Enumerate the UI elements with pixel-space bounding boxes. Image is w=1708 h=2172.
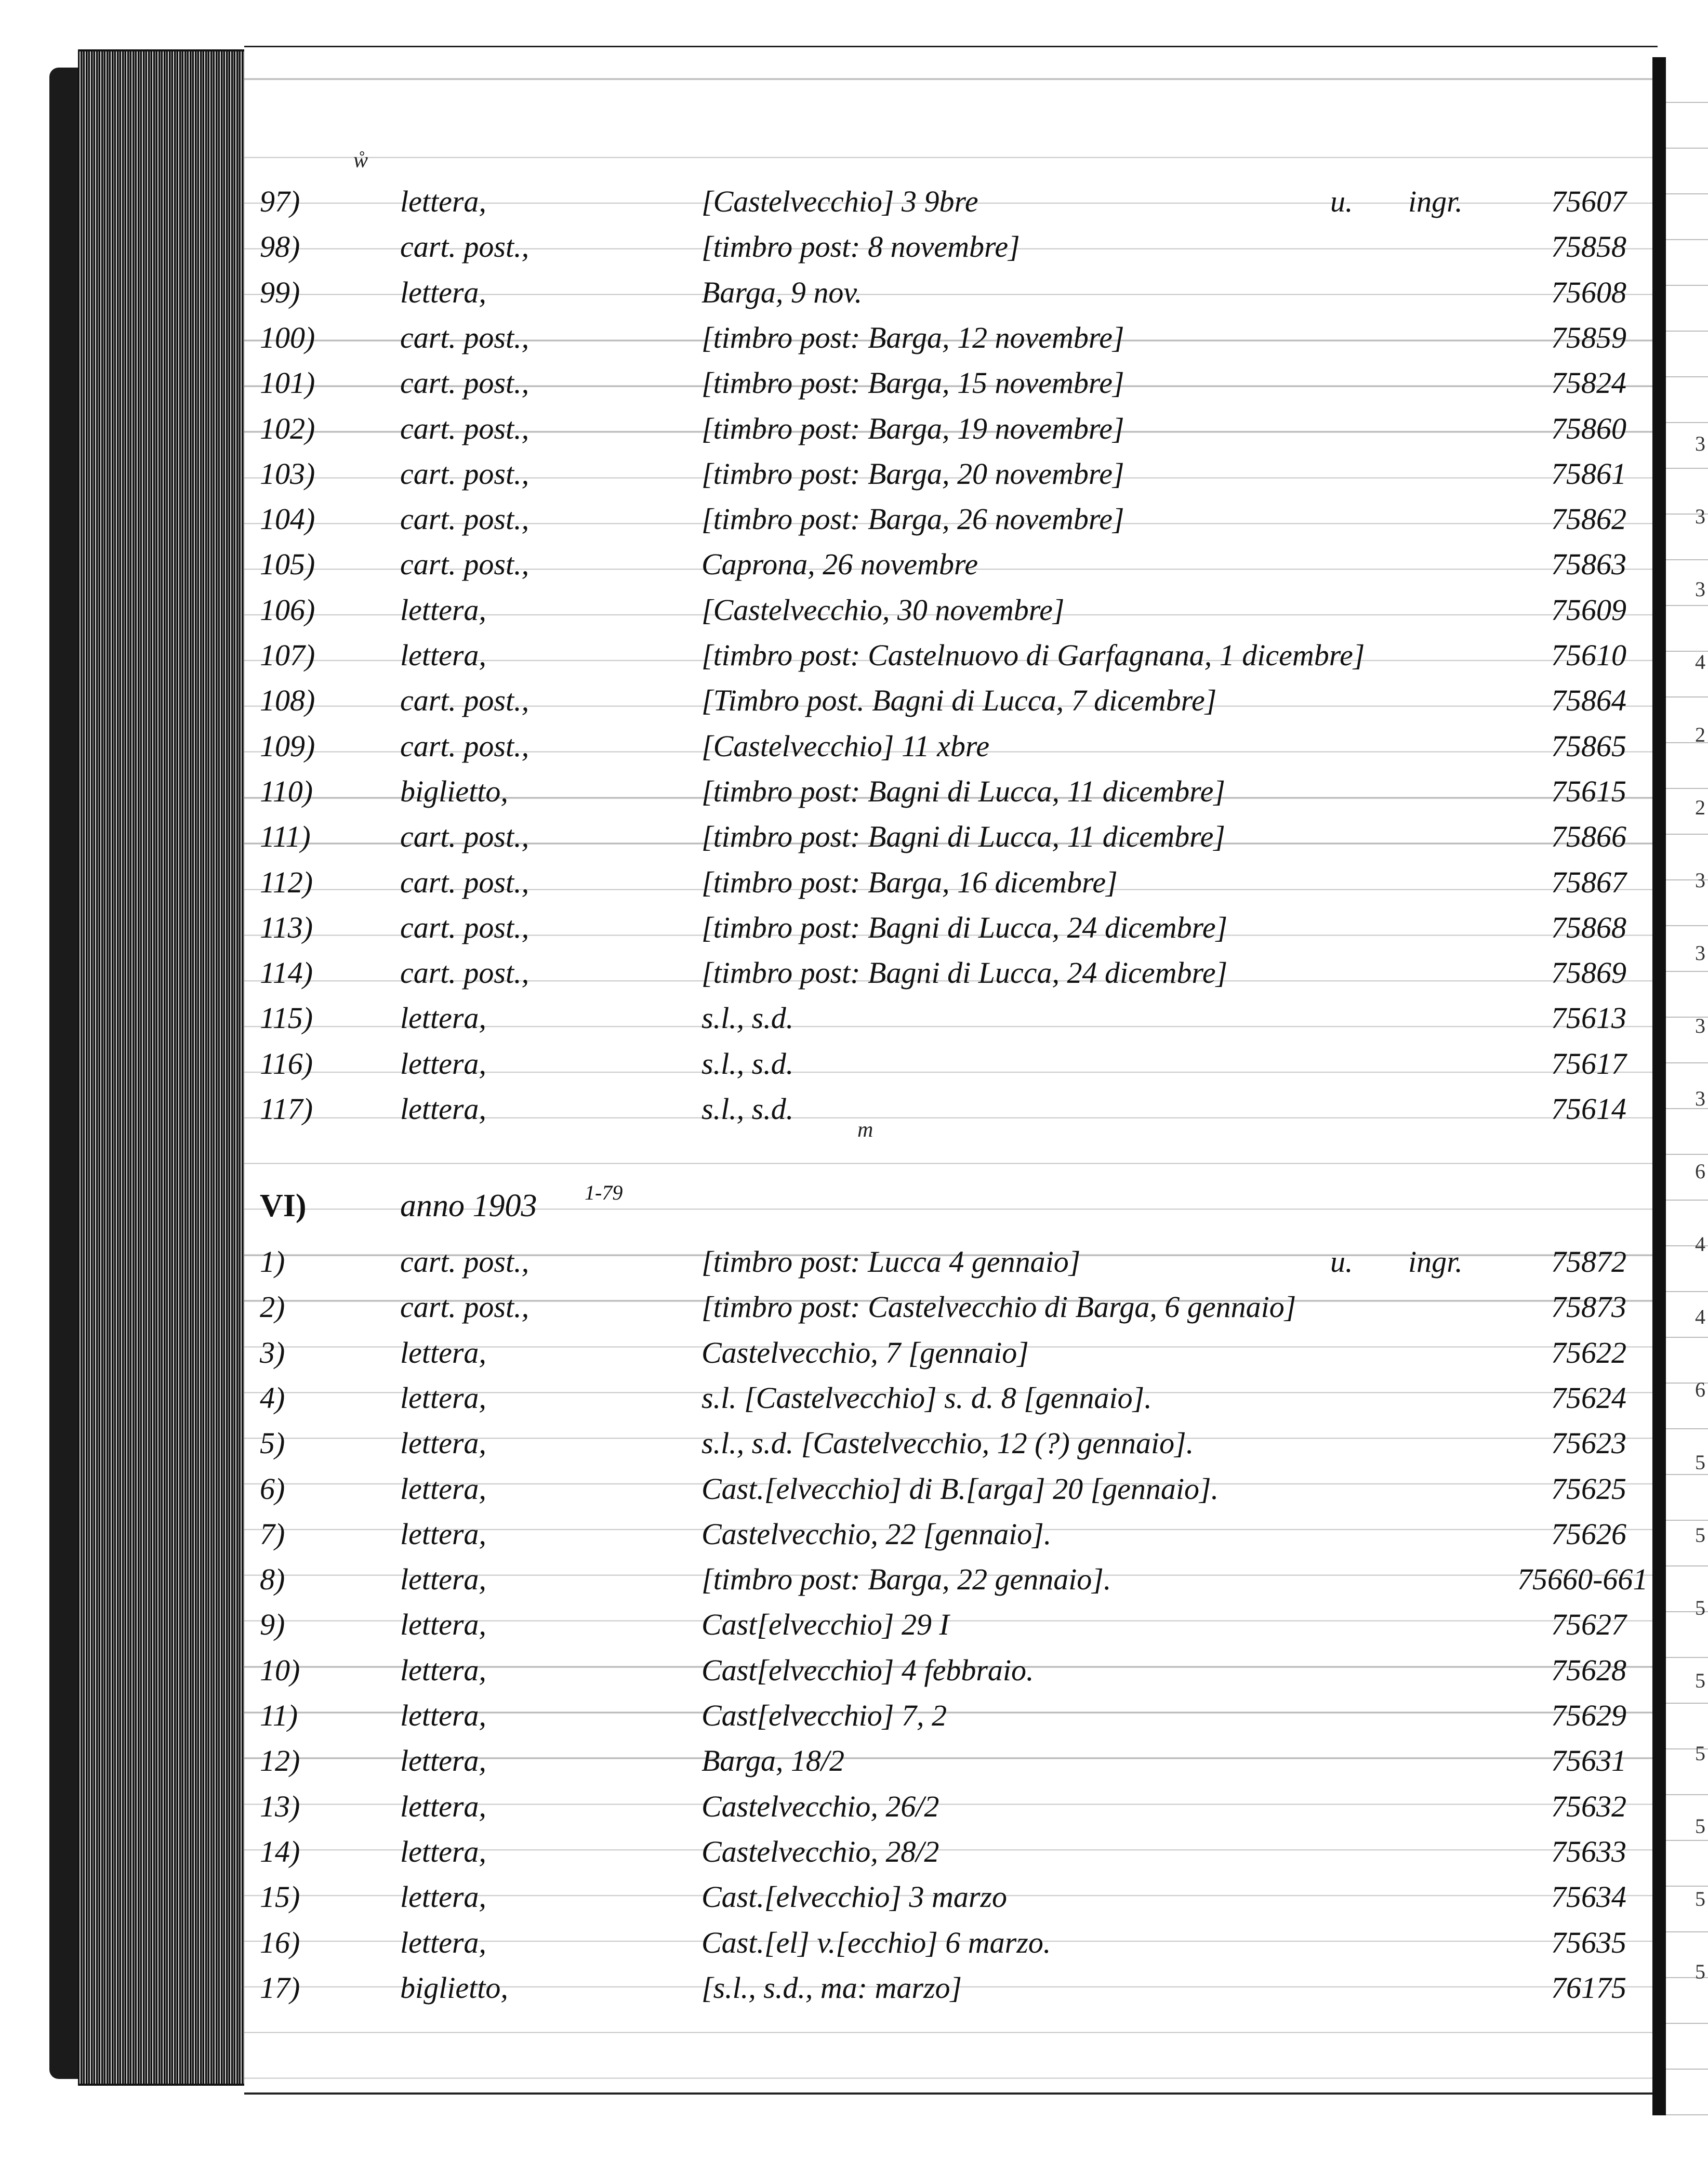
entry-number: 116)	[260, 1046, 313, 1081]
list-item	[249, 633, 1626, 678]
document-description: [timbro post: Barga, 22 gennaio].	[701, 1562, 1111, 1597]
entry-number: 2)	[260, 1290, 285, 1324]
document-description: [timbro post: Barga, 20 novembre]	[701, 456, 1124, 491]
inventory-number: 75858	[1551, 230, 1626, 264]
list-item	[249, 1376, 1626, 1420]
document-description: [timbro post: Lucca 4 gennaio]	[701, 1245, 1081, 1279]
inventory-number: 75623	[1551, 1426, 1626, 1460]
inventory-number: 75607	[1551, 185, 1626, 218]
document-description: [timbro post: Barga, 26 novembre]	[701, 502, 1124, 536]
list-item	[249, 1875, 1626, 1919]
document-description: Castelvecchio, 26/2	[701, 1789, 939, 1823]
unit-mark: u.	[1330, 185, 1353, 218]
margin-digit: 5	[1695, 1669, 1705, 1692]
document-description: [timbro post: Barga, 16 dicembre]	[701, 865, 1118, 899]
list-item	[249, 1739, 1626, 1783]
list-item	[249, 588, 1626, 633]
document-type: lettera,	[400, 275, 486, 309]
entry-number: 108)	[260, 683, 315, 718]
margin-digit: 3	[1695, 577, 1705, 601]
document-type: cart. post.,	[400, 820, 529, 854]
list-item	[249, 542, 1626, 587]
inventory-number: 75610	[1551, 638, 1626, 672]
inventory-number: 75873	[1551, 1290, 1626, 1324]
list-item	[249, 814, 1626, 859]
document-description: [timbro post: Castelvecchio di Barga, 6 gennaio]	[701, 1290, 1296, 1324]
document-type: lettera,	[400, 1653, 486, 1687]
margin-digit: 4	[1695, 1232, 1705, 1256]
section-heading	[260, 1180, 883, 1232]
list-item	[249, 1648, 1626, 1693]
document-description: [Castelvecchio, 30 novembre]	[701, 593, 1065, 627]
inventory-number: 75866	[1551, 820, 1626, 854]
margin-digit: 6	[1695, 1378, 1705, 1401]
list-item	[249, 678, 1626, 723]
entry-number: 107)	[260, 638, 315, 672]
list-item	[249, 1693, 1626, 1738]
document-type: cart. post.,	[400, 456, 529, 491]
document-description: s.l. [Castelvecchio] s. d. 8 [gennaio].	[701, 1380, 1152, 1415]
document-description: [Castelvecchio] 11 xbre	[701, 729, 990, 763]
document-description: [timbro post: Bagni di Lucca, 24 dicembre]	[701, 910, 1228, 944]
document-type: lettera,	[400, 1335, 486, 1370]
document-type: cart. post.,	[400, 683, 529, 718]
document-type: lettera,	[400, 1880, 486, 1914]
entry-number: 117)	[260, 1092, 313, 1126]
document-description: Caprona, 26 novembre	[701, 547, 978, 582]
document-description: Castelvecchio, 7 [gennaio]	[701, 1335, 1029, 1370]
document-type: lettera,	[400, 1380, 486, 1415]
entry-number: 97)	[260, 185, 300, 218]
inventory-number: 75626	[1551, 1517, 1626, 1551]
entry-number: 14)	[260, 1834, 300, 1868]
margin-digit: 3	[1695, 1087, 1705, 1110]
document-type: lettera,	[400, 1426, 486, 1460]
document-description: Cast[elvecchio] 7, 2	[701, 1699, 947, 1732]
document-type: cart. post.,	[400, 1290, 529, 1324]
section-title: anno 1903	[400, 1188, 537, 1223]
margin-digit: 3	[1695, 505, 1705, 528]
inventory-number: 75864	[1551, 683, 1626, 718]
section-number: VI)	[260, 1188, 307, 1223]
document-type: cart. post.,	[400, 910, 529, 944]
document-type: lettera,	[400, 1001, 486, 1035]
inventory-number: 75614	[1551, 1092, 1626, 1126]
document-type: lettera,	[400, 1699, 486, 1732]
document-description: [timbro post: Bagni di Lucca, 11 dicembre]	[701, 774, 1225, 808]
document-description: [timbro post: 8 novembre]	[701, 230, 1020, 264]
margin-digit: 5	[1695, 1523, 1705, 1547]
margin-digit: 5	[1695, 1960, 1705, 1983]
inventory-number: 75609	[1551, 593, 1626, 627]
inventory-number: 75635	[1551, 1925, 1626, 1959]
inventory-number: 75824	[1551, 366, 1626, 400]
document-description: [timbro post: Bagni di Lucca, 24 dicembre]	[701, 956, 1228, 990]
margin-digit: 4	[1695, 1305, 1705, 1328]
inventory-number: 75622	[1551, 1335, 1626, 1370]
inventory-number: 75615	[1551, 774, 1626, 808]
entry-number: 99)	[260, 275, 300, 309]
inventory-number: 75633	[1551, 1834, 1626, 1868]
margin-digit: 5	[1695, 1814, 1705, 1838]
margin-digit: 3	[1695, 1014, 1705, 1037]
entry-number: 17)	[260, 1970, 300, 2005]
entry-number: 4)	[260, 1380, 285, 1415]
entry-number: 98)	[260, 230, 300, 264]
list-item	[249, 1467, 1626, 1511]
inventory-number: 75872	[1551, 1245, 1626, 1279]
document-type: lettera,	[400, 1517, 486, 1551]
margin-digit: 3	[1695, 941, 1705, 965]
entry-number: 11)	[260, 1699, 298, 1732]
inventory-number: 75861	[1551, 456, 1626, 491]
list-item	[249, 860, 1626, 905]
inventory-number: 75868	[1551, 910, 1626, 944]
document-description: [timbro post: Barga, 19 novembre]	[701, 411, 1124, 445]
list-item	[249, 179, 1626, 224]
inventory-number: 75629	[1551, 1699, 1626, 1732]
document-type: biglietto,	[400, 774, 508, 808]
entry-number: 100)	[260, 320, 315, 354]
margin-digit: 2	[1695, 796, 1705, 819]
list-item	[249, 1920, 1626, 1965]
entry-number: 1)	[260, 1245, 285, 1279]
document-type: lettera,	[400, 1562, 486, 1597]
document-description: [Castelvecchio] 3 9bre	[701, 185, 978, 218]
document-type: cart. post.,	[400, 956, 529, 990]
inventory-number: 75859	[1551, 320, 1626, 354]
document-type: cart. post.,	[400, 411, 529, 445]
inventory-number: 75613	[1551, 1001, 1626, 1035]
document-type: lettera,	[400, 1834, 486, 1868]
entry-number: 102)	[260, 411, 315, 445]
document-description: Cast[elvecchio] 4 febbraio.	[701, 1653, 1034, 1687]
entry-number: 12)	[260, 1744, 300, 1778]
list-item	[249, 1512, 1626, 1557]
list-item	[249, 225, 1626, 269]
inventory-number: 76175	[1551, 1970, 1626, 2005]
document-type: cart. post.,	[400, 865, 529, 899]
document-type: cart. post.,	[400, 502, 529, 536]
document-description: Cast.[elvecchio] 3 marzo	[701, 1880, 1007, 1914]
document-description: s.l., s.d.	[701, 1092, 794, 1126]
document-description: [s.l., s.d., ma: marzo]	[701, 1970, 962, 2005]
entry-number: 8)	[260, 1562, 285, 1597]
list-item	[249, 1421, 1626, 1466]
document-type: cart. post.,	[400, 366, 529, 400]
document-type: lettera,	[400, 1789, 486, 1823]
margin-digit: 5	[1695, 1451, 1705, 1474]
document-type: lettera,	[400, 1092, 486, 1126]
entry-number: 111)	[260, 820, 311, 854]
list-item	[249, 1285, 1626, 1329]
document-description: s.l., s.d.	[701, 1001, 794, 1035]
document-description: [Timbro post. Bagni di Lucca, 7 dicembre]	[701, 683, 1217, 718]
document-type: biglietto,	[400, 1970, 508, 2005]
inventory-number: 75617	[1551, 1046, 1626, 1081]
gutter-shadow	[1652, 57, 1666, 2115]
document-description: s.l., s.d. [Castelvecchio, 12 (?) gennaio].	[701, 1426, 1194, 1460]
inventory-prefix: ingr.	[1408, 185, 1463, 218]
entry-number: 114)	[260, 956, 313, 990]
inventory-number: 75660-661	[1517, 1562, 1648, 1597]
entry-number: 110)	[260, 774, 313, 808]
document-type: cart. post.,	[400, 230, 529, 264]
margin-digit: 2	[1695, 723, 1705, 746]
inventory-number: 75860	[1551, 411, 1626, 445]
inventory-number: 75625	[1551, 1471, 1626, 1506]
document-description: [timbro post: Barga, 12 novembre]	[701, 320, 1124, 354]
inventory-number: 75631	[1551, 1744, 1626, 1778]
entry-number: 109)	[260, 729, 315, 763]
list-item	[249, 1087, 1626, 1131]
inventory-number: 75628	[1551, 1653, 1626, 1687]
entry-number: 104)	[260, 502, 315, 536]
document-description: s.l., s.d.	[701, 1046, 794, 1081]
inventory-number: 75632	[1551, 1789, 1626, 1823]
margin-digit: 5	[1695, 1887, 1705, 1911]
document-type: cart. post.,	[400, 320, 529, 354]
document-type: lettera,	[400, 1925, 486, 1959]
document-description: [timbro post: Bagni di Lucca, 11 dicembre]	[701, 820, 1225, 854]
document-description: Cast.[el] v.[ecchio] 6 marzo.	[701, 1925, 1051, 1959]
document-type: cart. post.,	[400, 729, 529, 763]
list-item	[249, 1602, 1626, 1647]
document-type: lettera,	[400, 1608, 486, 1642]
entry-number: 106)	[260, 593, 315, 627]
margin-digit: 3	[1695, 432, 1705, 455]
document-type: cart. post.,	[400, 547, 529, 582]
entry-number: 115)	[260, 1001, 313, 1035]
list-item	[249, 1829, 1626, 1874]
list-item	[249, 1784, 1626, 1829]
entry-number: 113)	[260, 910, 313, 944]
document-type: lettera,	[400, 1471, 486, 1506]
entry-number: 9)	[260, 1608, 285, 1642]
inventory-number: 75865	[1551, 729, 1626, 763]
margin-digit: 5	[1695, 1596, 1705, 1620]
list-item	[249, 951, 1626, 995]
document-description: [timbro post: Barga, 15 novembre]	[701, 366, 1124, 400]
list-item	[249, 497, 1626, 542]
entry-number: 16)	[260, 1925, 300, 1959]
list-item	[249, 315, 1626, 360]
section-range: 1-79	[585, 1181, 623, 1204]
margin-digit: 6	[1695, 1160, 1705, 1183]
entry-number: 13)	[260, 1789, 300, 1823]
entry-number: 103)	[260, 456, 315, 491]
inventory-number: 75624	[1551, 1380, 1626, 1415]
page-edges	[78, 49, 249, 2086]
document-description: Barga, 9 nov.	[701, 275, 863, 309]
document-description: Cast[elvecchio] 29 I	[701, 1608, 949, 1642]
list-item	[249, 769, 1626, 814]
document-description: Castelvecchio, 22 [gennaio].	[701, 1517, 1052, 1551]
inventory-number: 75634	[1551, 1880, 1626, 1914]
list-item	[249, 1966, 1626, 2010]
inventory-number: 75862	[1551, 502, 1626, 536]
list-item	[249, 270, 1626, 315]
list-item	[249, 1240, 1626, 1284]
document-type: lettera,	[400, 638, 486, 672]
list-item	[249, 1557, 1648, 1602]
entry-number: 105)	[260, 547, 315, 582]
inventory-number: 75867	[1551, 865, 1626, 899]
entry-number: 7)	[260, 1517, 285, 1551]
entry-number: 5)	[260, 1426, 285, 1460]
margin-digit: 4	[1695, 650, 1705, 674]
margin-digit: 5	[1695, 1742, 1705, 1765]
entry-number: 112)	[260, 865, 313, 899]
entry-number: 101)	[260, 366, 315, 400]
unit-mark: u.	[1330, 1245, 1353, 1279]
list-item	[249, 724, 1626, 769]
document-type: lettera,	[400, 1046, 486, 1081]
list-item	[249, 452, 1626, 496]
document-type: lettera,	[400, 1744, 486, 1778]
inventory-prefix: ingr.	[1408, 1245, 1463, 1279]
pencil-mark: m	[857, 1118, 873, 1142]
list-item	[249, 1331, 1626, 1375]
document-description: Castelvecchio, 28/2	[701, 1834, 939, 1868]
pencil-mark: ẘ	[353, 149, 368, 173]
list-item	[249, 1042, 1626, 1086]
document-description: [timbro post: Castelnuovo di Garfagnana, 1 dicembre]	[701, 638, 1365, 672]
document-type: lettera,	[400, 593, 486, 627]
margin-digit: 3	[1695, 868, 1705, 892]
document-type: lettera,	[400, 185, 486, 218]
inventory-number: 75608	[1551, 275, 1626, 309]
inventory-number: 75863	[1551, 547, 1626, 582]
entry-number: 10)	[260, 1653, 300, 1687]
entry-number: 6)	[260, 1471, 285, 1506]
list-item	[249, 361, 1626, 405]
document-description: Barga, 18/2	[701, 1744, 844, 1778]
inventory-number: 75627	[1551, 1608, 1626, 1642]
list-item	[249, 406, 1626, 451]
entry-number: 3)	[260, 1335, 285, 1370]
document-description: Cast.[elvecchio] di B.[arga] 20 [gennaio].	[701, 1471, 1219, 1506]
list-item	[249, 905, 1626, 950]
list-item	[249, 996, 1626, 1041]
inventory-number: 75869	[1551, 956, 1626, 990]
entry-number: 15)	[260, 1880, 300, 1914]
document-type: cart. post.,	[400, 1245, 529, 1279]
